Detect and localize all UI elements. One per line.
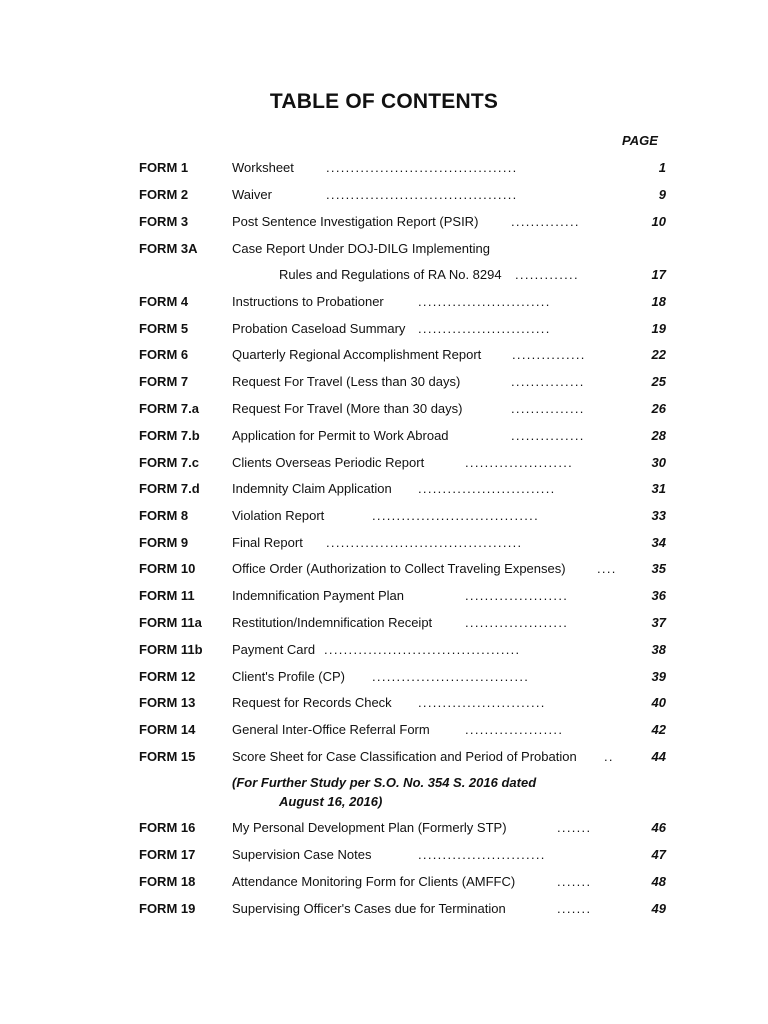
page-number: 38 xyxy=(651,642,666,657)
toc-row xyxy=(0,158,768,178)
toc-row xyxy=(0,693,768,713)
page-number: 44 xyxy=(651,749,666,764)
form-code: FORM 18 xyxy=(139,874,196,889)
entry-title: Indemnity Claim Application xyxy=(232,481,392,496)
page-number: 26 xyxy=(651,401,666,416)
page-number: 1 xyxy=(658,160,666,175)
dot-leader: ........................... xyxy=(418,294,551,309)
toc-row xyxy=(0,185,768,205)
page-number: 28 xyxy=(651,428,666,443)
form-code: FORM 11b xyxy=(139,642,203,657)
page-number: 9 xyxy=(658,187,666,202)
form-code: FORM 3 xyxy=(139,214,189,229)
page-number: 33 xyxy=(651,508,666,523)
entry-title: Final Report xyxy=(232,535,303,550)
toc-row xyxy=(0,479,768,499)
form-code: FORM 3A xyxy=(139,241,198,256)
dot-leader: ....... xyxy=(557,901,592,916)
dot-leader: ....................................... xyxy=(326,187,518,202)
toc-row xyxy=(0,613,768,633)
dot-leader: ....... xyxy=(557,820,592,835)
toc-row xyxy=(0,506,768,526)
form-code: FORM 7.d xyxy=(139,481,200,496)
entry-title: Indemnification Payment Plan xyxy=(232,588,404,603)
toc-row xyxy=(0,239,768,259)
form-code: FORM 5 xyxy=(139,321,189,336)
toc-row xyxy=(0,872,768,892)
form-code: FORM 17 xyxy=(139,847,196,862)
entry-title: Application for Permit to Work Abroad xyxy=(232,428,449,443)
toc-row xyxy=(0,212,768,232)
toc-row xyxy=(0,399,768,419)
dot-leader: ........................................ xyxy=(324,642,521,657)
toc-row xyxy=(0,372,768,392)
entry-title: Request For Travel (Less than 30 days) xyxy=(232,374,461,389)
dot-leader: ............... xyxy=(512,347,586,362)
dot-leader: ............... xyxy=(511,428,585,443)
dot-leader: ............................ xyxy=(418,481,556,496)
dot-leader: .................... xyxy=(465,722,564,737)
form-code: FORM 19 xyxy=(139,901,196,916)
entry-title: Instructions to Probationer xyxy=(232,294,384,309)
entry-title: Attendance Monitoring Form for Clients (AMFFC) xyxy=(232,874,516,889)
entry-title: Post Sentence Investigation Report (PSIR) xyxy=(232,214,479,229)
entry-title: Rules and Regulations of RA No. 8294 xyxy=(279,267,502,282)
page-number: 40 xyxy=(651,695,666,710)
page-number: 22 xyxy=(651,347,666,362)
page-number: 48 xyxy=(651,874,666,889)
page-number: 25 xyxy=(651,374,666,389)
entry-title: Score Sheet for Case Classification and Period of Probation xyxy=(232,749,577,764)
toc-row xyxy=(0,899,768,919)
dot-leader: .................................. xyxy=(372,508,540,523)
toc-row xyxy=(0,747,768,767)
form-code: FORM 10 xyxy=(139,561,196,576)
dot-leader: ................................ xyxy=(372,669,530,684)
toc-row xyxy=(0,720,768,740)
toc-row xyxy=(0,426,768,446)
entry-title: Client's Profile (CP) xyxy=(232,669,346,684)
entry-title: Worksheet xyxy=(232,160,294,175)
page-number: 10 xyxy=(651,214,666,229)
dot-leader: ..................... xyxy=(465,588,569,603)
page-number: 17 xyxy=(651,267,666,282)
entry-title: Waiver xyxy=(232,187,272,202)
form-code: FORM 2 xyxy=(139,187,189,202)
dot-leader: ..................... xyxy=(465,615,569,630)
entry-title: Request for Records Check xyxy=(232,695,392,710)
toc-row xyxy=(0,292,768,312)
toc-row xyxy=(0,818,768,838)
entry-title: Quarterly Regional Accomplishment Report xyxy=(232,347,482,362)
page-number: 35 xyxy=(651,561,666,576)
page-number: 47 xyxy=(651,847,666,862)
toc-row xyxy=(0,667,768,687)
dot-leader: ............... xyxy=(511,401,585,416)
form-code: FORM 7.b xyxy=(139,428,200,443)
entry-title: Restitution/Indemnification Receipt xyxy=(232,615,433,630)
toc-row xyxy=(0,640,768,660)
page-number: 49 xyxy=(651,901,666,916)
form-code: FORM 15 xyxy=(139,749,196,764)
page-number: 34 xyxy=(651,535,666,550)
toc-row xyxy=(0,586,768,606)
entry-title: Request For Travel (More than 30 days) xyxy=(232,401,463,416)
dot-leader: ........................................ xyxy=(326,535,523,550)
entry-title: Supervising Officer's Cases due for Termination xyxy=(232,901,506,916)
form-code: FORM 11a xyxy=(139,615,202,630)
entry-title: Payment Card xyxy=(232,642,316,657)
form-code: FORM 11 xyxy=(139,588,195,603)
dot-leader: .......................... xyxy=(418,695,546,710)
dot-leader: ....................................... xyxy=(326,160,518,175)
dot-leader: .. xyxy=(604,749,614,764)
dot-leader: ........................... xyxy=(418,321,551,336)
page-number: 19 xyxy=(651,321,666,336)
form-code: FORM 14 xyxy=(139,722,196,737)
study-note-line-1: (For Further Study per S.O. No. 354 S. 2016 dated xyxy=(232,775,537,790)
entry-title: Supervision Case Notes xyxy=(232,847,372,862)
entry-title: General Inter-Office Referral Form xyxy=(232,722,430,737)
toc-row xyxy=(0,319,768,339)
toc-row xyxy=(0,559,768,579)
page-column-label: PAGE xyxy=(622,133,658,148)
page-number: 39 xyxy=(651,669,666,684)
toc-row xyxy=(0,533,768,553)
form-code: FORM 7.c xyxy=(139,455,199,470)
form-code: FORM 16 xyxy=(139,820,196,835)
dot-leader: ....... xyxy=(557,874,592,889)
toc-row xyxy=(0,453,768,473)
toc-row xyxy=(0,265,768,285)
page-number: 46 xyxy=(651,820,666,835)
form-code: FORM 4 xyxy=(139,294,189,309)
study-note-line-2: August 16, 2016) xyxy=(279,794,383,809)
entry-title: Violation Report xyxy=(232,508,325,523)
page-title: TABLE OF CONTENTS xyxy=(269,90,499,113)
form-code: FORM 9 xyxy=(139,535,189,550)
page-number: 31 xyxy=(651,481,666,496)
form-code: FORM 6 xyxy=(139,347,189,362)
entry-title: Office Order (Authorization to Collect Traveling Expenses) xyxy=(232,561,566,576)
form-code: FORM 12 xyxy=(139,669,196,684)
form-code: FORM 7 xyxy=(139,374,189,389)
page-number: 37 xyxy=(651,615,666,630)
toc-row xyxy=(0,345,768,365)
dot-leader: ............... xyxy=(511,374,585,389)
dot-leader: .... xyxy=(597,561,617,576)
toc-row xyxy=(0,845,768,865)
page-number: 18 xyxy=(651,294,666,309)
form-code: FORM 1 xyxy=(139,160,189,175)
entry-title: My Personal Development Plan (Formerly STP) xyxy=(232,820,507,835)
form-code: FORM 13 xyxy=(139,695,196,710)
dot-leader: .............. xyxy=(511,214,580,229)
form-code: FORM 8 xyxy=(139,508,189,523)
page-number: 42 xyxy=(651,722,666,737)
page-number: 36 xyxy=(651,588,666,603)
dot-leader: ............. xyxy=(515,267,579,282)
entry-title: Case Report Under DOJ-DILG Implementing xyxy=(232,241,490,256)
page-number: 30 xyxy=(651,455,666,470)
form-code: FORM 7.a xyxy=(139,401,199,416)
dot-leader: ...................... xyxy=(465,455,574,470)
entry-title: Probation Caseload Summary xyxy=(232,321,406,336)
dot-leader: .......................... xyxy=(418,847,546,862)
entry-title: Clients Overseas Periodic Report xyxy=(232,455,425,470)
